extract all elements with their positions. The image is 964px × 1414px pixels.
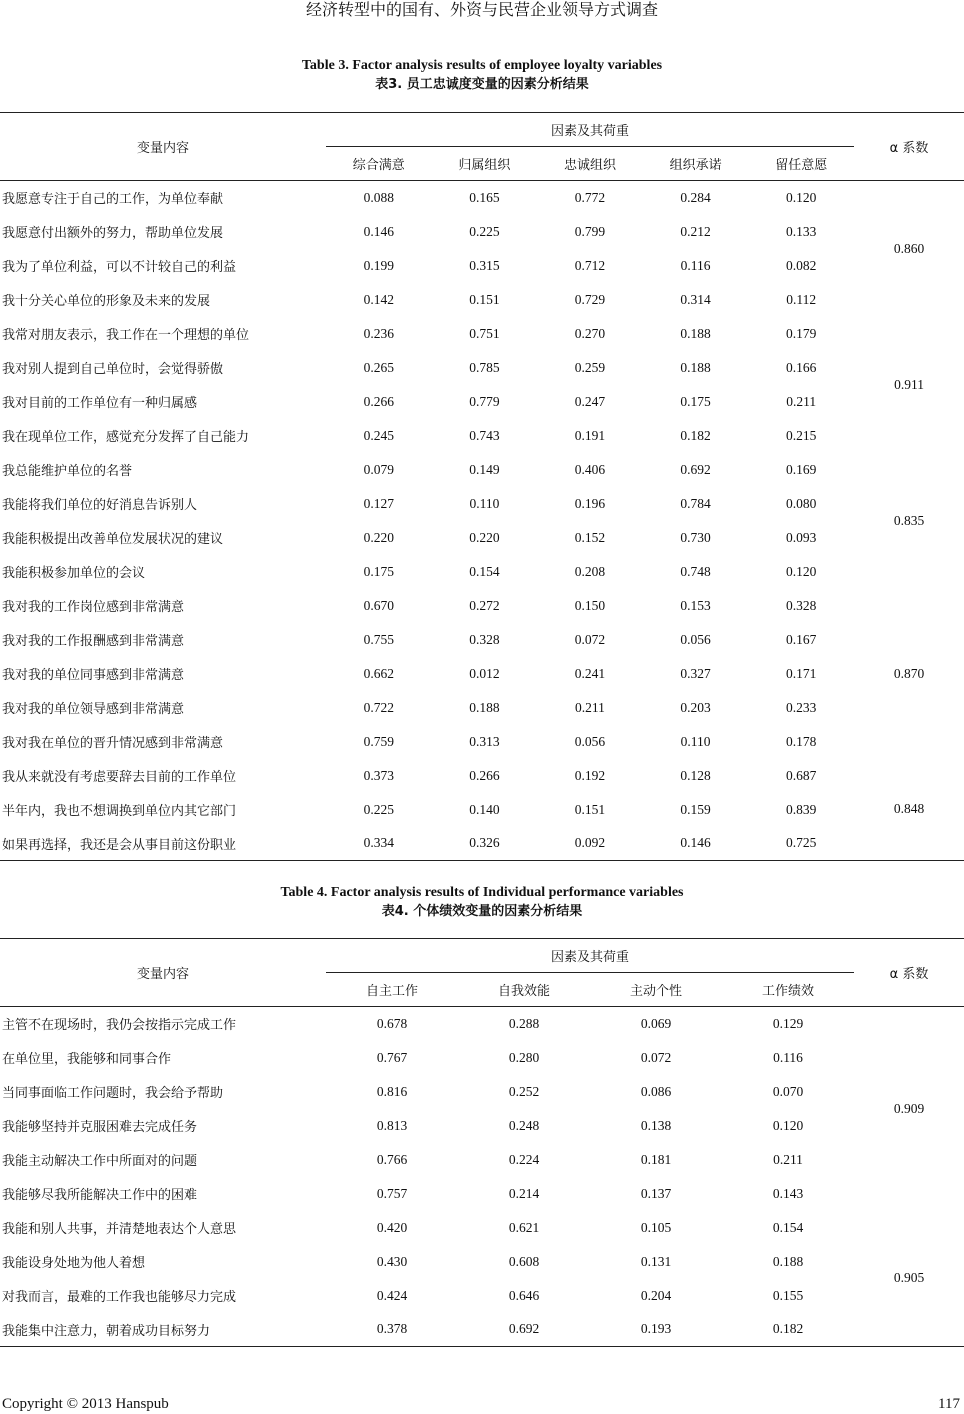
cell-loading: 0.730 [680,529,711,545]
cell-loading: 0.766 [376,1151,408,1167]
cell-loading: 0.785 [469,359,500,375]
cell-item: 我在现单位工作，感觉充分发挥了自己能力 [2,430,250,445]
cell-loading: 0.247 [574,393,606,409]
cell-loading: 0.191 [574,427,606,443]
cell-loading: 0.154 [469,563,500,579]
cell-loading: 0.712 [574,257,606,273]
cell-item: 我对我的单位同事感到非常满意 [2,668,185,683]
table-row [0,827,964,861]
cell-alpha: 0.835 [893,512,925,528]
cell-loading: 0.188 [680,325,711,341]
cell-loading: 0.621 [508,1219,540,1235]
cell-loading: 0.159 [680,801,711,817]
cell-loading: 0.424 [376,1287,408,1303]
cell-loading: 0.784 [680,495,711,511]
cell-loading: 0.248 [508,1117,540,1133]
cell-loading: 0.662 [363,665,394,681]
cell-item: 对我而言，最难的工作我也能够尽力完成 [2,1290,237,1305]
cell-loading: 0.080 [786,495,817,511]
cell-loading: 0.116 [680,257,711,273]
cell-loading: 0.406 [574,461,606,477]
cell-loading: 0.420 [376,1219,408,1235]
column-header-factor-group: 因素及其荷重 [326,939,854,973]
cell-loading: 0.192 [574,767,606,783]
cell-loading: 0.328 [469,631,500,647]
table-row [0,589,964,623]
cell-loading: 0.154 [772,1219,804,1235]
cell-loading: 0.670 [363,597,394,613]
cell-loading: 0.288 [508,1015,540,1031]
cell-loading: 0.272 [469,597,500,613]
table3-caption-en: Table 3. Factor analysis results of employee loyalty variables [301,58,663,73]
cell-item: 如果再选择，我还是会从事目前这份职业 [0,827,326,861]
header-row [0,939,964,973]
cell-loading: 0.082 [786,257,817,273]
column-header-item: 变量内容 [0,939,326,1007]
cell-alpha: 0.870 [893,665,925,681]
cell-loading: 0.056 [574,733,606,749]
cell-loading: 0.729 [574,291,606,307]
cell-loading: 0.334 [326,827,432,861]
cell-loading: 0.167 [786,631,817,647]
cell-loading: 0.378 [326,1313,458,1347]
cell-item: 我能够尽我所能解决工作中的困难 [2,1188,198,1203]
cell-loading: 0.743 [469,427,500,443]
cell-loading: 0.151 [574,801,606,817]
cell-loading: 0.692 [680,461,711,477]
cell-loading: 0.093 [786,529,817,545]
table-row [0,759,964,793]
cell-loading: 0.105 [640,1219,672,1235]
table-row [0,1177,964,1211]
cell-loading: 0.069 [640,1015,672,1031]
table-row [0,793,964,827]
cell-loading: 0.755 [363,631,394,647]
cell-loading: 0.112 [786,291,817,307]
cell-item: 我能主动解决工作中所面对的问题 [2,1154,198,1169]
cell-loading: 0.839 [786,801,817,817]
cell-item: 我常对朋友表示，我工作在一个理想的单位 [2,328,250,343]
cell-loading: 0.430 [376,1253,408,1269]
cell-loading: 0.150 [574,597,606,613]
cell-item: 我能设身处地为他人着想 [2,1256,146,1271]
cell-loading: 0.116 [773,1049,803,1065]
cell-loading: 0.199 [363,257,394,273]
cell-loading: 0.182 [722,1313,854,1347]
cell-loading: 0.211 [786,393,817,409]
cell-loading: 0.608 [508,1253,540,1269]
table-row [0,521,964,555]
cell-loading: 0.092 [537,827,643,861]
cell-loading: 0.225 [469,223,500,239]
table4-caption-zh: 表4. 个体绩效变量的因素分析结果 [381,904,583,919]
cell-loading: 0.259 [574,359,606,375]
cell-loading: 0.270 [574,325,606,341]
cell-loading: 0.072 [574,631,606,647]
cell-loading: 0.314 [680,291,711,307]
table-row [0,351,964,385]
cell-loading: 0.266 [469,767,500,783]
cell-loading: 0.140 [469,801,500,817]
cell-loading: 0.171 [786,665,817,681]
column-header-factor-group: 因素及其荷重 [326,113,854,147]
table-row [0,487,964,521]
column-header-alpha: α 系数 [854,113,964,181]
cell-loading: 0.265 [363,359,394,375]
cell-loading: 0.722 [363,699,394,715]
cell-loading: 0.678 [376,1015,408,1031]
cell-alpha: 0.905 [854,1211,964,1347]
cell-loading: 0.767 [376,1049,408,1065]
table3-caption-zh: 表3. 员工忠诚度变量的因素分析结果 [375,77,589,92]
cell-loading: 0.120 [786,189,817,205]
cell-loading: 0.220 [469,529,500,545]
cell-loading: 0.204 [640,1287,672,1303]
table-row [0,317,964,351]
column-header-factor: 自主工作 [326,973,458,1007]
cell-loading: 0.110 [469,495,500,511]
running-head: 经济转型中的国有、外资与民营企业领导方式调查 [305,0,658,19]
cell-loading: 0.196 [574,495,606,511]
cell-loading: 0.188 [680,359,711,375]
cell-loading: 0.056 [680,631,711,647]
cell-loading: 0.072 [640,1049,672,1065]
table-row [0,1313,964,1347]
table-row [0,623,964,657]
cell-loading: 0.165 [469,189,500,205]
cell-loading: 0.142 [363,291,394,307]
cell-loading: 0.079 [363,461,394,477]
cell-loading: 0.169 [786,461,817,477]
cell-loading: 0.224 [508,1151,540,1167]
table-row [0,657,964,691]
cell-loading: 0.326 [432,827,538,861]
cell-loading: 0.151 [469,291,500,307]
cell-loading: 0.813 [376,1117,408,1133]
cell-loading: 0.120 [772,1117,804,1133]
cell-loading: 0.166 [786,359,817,375]
cell-loading: 0.120 [786,563,817,579]
cell-alpha: 0.848 [854,759,964,861]
cell-loading: 0.129 [772,1015,804,1031]
cell-loading: 0.215 [786,427,817,443]
table4 [0,938,964,1347]
cell-item: 我十分关心单位的形象及未来的发展 [2,294,211,309]
cell-loading: 0.266 [363,393,394,409]
cell-alpha: 0.860 [893,240,925,256]
cell-item: 我愿意付出额外的努力，帮助单位发展 [2,226,224,241]
cell-loading: 0.252 [508,1083,540,1099]
cell-loading: 0.155 [772,1287,804,1303]
column-header-factor: 归属组织 [432,147,538,181]
cell-loading: 0.751 [469,325,500,341]
cell-loading: 0.816 [376,1083,408,1099]
cell-loading: 0.193 [590,1313,722,1347]
cell-loading: 0.315 [469,257,500,273]
cell-loading: 0.241 [574,665,606,681]
cell-loading: 0.086 [640,1083,672,1099]
table-row [0,1041,964,1075]
cell-loading: 0.088 [363,189,394,205]
cell-loading: 0.203 [680,699,711,715]
cell-loading: 0.149 [469,461,500,477]
cell-item: 我从来就没有考虑要辞去目前的工作单位 [2,770,237,785]
cell-loading: 0.748 [680,563,711,579]
column-header-factor: 综合满意 [326,147,432,181]
table-row [0,1211,964,1245]
cell-item: 主管不在现场时，我仍会按指示完成工作 [2,1018,237,1034]
table-row [0,555,964,589]
cell-loading: 0.175 [363,563,394,579]
cell-loading: 0.070 [772,1083,804,1099]
cell-loading: 0.143 [772,1185,804,1201]
cell-loading: 0.280 [508,1049,540,1065]
cell-loading: 0.131 [640,1253,672,1269]
cell-loading: 0.236 [363,325,394,341]
cell-item: 半年内，我也不想调换到单位内其它部门 [2,804,237,819]
cell-loading: 0.175 [680,393,711,409]
cell-item: 我能和别人共事，并清楚地表达个人意思 [2,1222,237,1237]
cell-loading: 0.208 [574,563,606,579]
cell-loading: 0.211 [575,699,605,715]
cell-loading: 0.153 [680,597,711,613]
cell-loading: 0.725 [748,827,854,861]
cell-loading: 0.128 [680,767,711,783]
table-row [0,181,964,215]
column-header-factor: 主动个性 [590,973,722,1007]
cell-loading: 0.799 [574,223,606,239]
footer-page-number: 117 [938,1396,960,1412]
cell-item: 我能积极提出改善单位发展状况的建议 [2,532,224,547]
cell-loading: 0.137 [640,1185,672,1201]
cell-item: 在单位里，我能够和同事合作 [2,1052,172,1067]
table-row [0,419,964,453]
column-header-alpha: α 系数 [854,939,964,1007]
cell-loading: 0.179 [786,325,817,341]
cell-loading: 0.012 [469,665,500,681]
cell-loading: 0.178 [786,733,817,749]
cell-loading: 0.692 [458,1313,590,1347]
cell-loading: 0.182 [680,427,711,443]
column-header-factor: 工作绩效 [722,973,854,1007]
cell-item: 当同事面临工作问题时，我会给予帮助 [2,1086,224,1101]
table-row [0,725,964,759]
cell-item: 我对我的工作岗位感到非常满意 [2,600,185,615]
cell-item: 我能够坚持并克服困难去完成任务 [2,1120,198,1135]
cell-item: 我能将我们单位的好消息告诉别人 [2,498,198,513]
table-row [0,283,964,317]
table-row [0,691,964,725]
cell-loading: 0.133 [786,223,817,239]
cell-item: 我对我在单位的晋升情况感到非常满意 [2,736,224,751]
footer-copyright: Copyright © 2013 Hanspub [2,1396,169,1412]
table-row [0,215,964,249]
cell-item: 我对我的工作报酬感到非常满意 [2,634,185,649]
table-row [0,1007,964,1041]
cell-loading: 0.328 [786,597,817,613]
cell-loading: 0.138 [640,1117,672,1133]
column-header-factor: 留任意愿 [748,147,854,181]
table-row [0,249,964,283]
cell-loading: 0.110 [680,733,711,749]
cell-loading: 0.152 [574,529,606,545]
cell-item: 我愿意专注于自己的工作，为单位奉献 [2,192,224,208]
cell-loading: 0.127 [363,495,394,511]
cell-item: 我总能维护单位的名誉 [2,464,133,479]
cell-loading: 0.313 [469,733,500,749]
cell-loading: 0.757 [376,1185,408,1201]
cell-loading: 0.245 [363,427,394,443]
cell-item: 我能集中注意力，朝着成功目标努力 [0,1313,326,1347]
cell-loading: 0.759 [363,733,394,749]
table-row [0,1109,964,1143]
cell-item: 我对别人提到自己单位时，会觉得骄傲 [2,362,224,377]
cell-loading: 0.188 [772,1253,804,1269]
cell-loading: 0.146 [363,223,394,239]
cell-loading: 0.284 [680,189,711,205]
cell-alpha: 0.909 [893,1100,925,1116]
table-row [0,1279,964,1313]
cell-loading: 0.646 [508,1287,540,1303]
table4-caption-en: Table 4. Factor analysis results of Individual performance variables [280,885,684,900]
cell-item: 我能积极参加单位的会议 [2,566,146,581]
cell-loading: 0.146 [643,827,749,861]
table-row [0,1143,964,1177]
table-row [0,1245,964,1279]
cell-loading: 0.779 [469,393,500,409]
table3 [0,112,964,861]
cell-loading: 0.181 [640,1151,672,1167]
cell-item: 我对我的单位领导感到非常满意 [2,702,185,717]
cell-loading: 0.212 [680,223,711,239]
cell-loading: 0.373 [363,767,394,783]
cell-item: 我对目前的工作单位有一种归属感 [2,396,198,411]
cell-loading: 0.211 [773,1151,803,1167]
cell-loading: 0.220 [363,529,394,545]
cell-loading: 0.225 [363,801,394,817]
cell-loading: 0.188 [469,699,500,715]
cell-alpha: 0.911 [894,376,924,392]
column-header-factor: 忠诚组织 [537,147,643,181]
cell-item: 我为了单位利益，可以不计较自己的利益 [2,260,237,275]
cell-loading: 0.214 [508,1185,540,1201]
column-header-factor: 自我效能 [458,973,590,1007]
column-header-item: 变量内容 [0,113,326,181]
header-row [0,113,964,147]
cell-loading: 0.687 [786,767,817,783]
cell-loading: 0.233 [786,699,817,715]
cell-loading: 0.327 [680,665,711,681]
column-header-factor: 组织承诺 [643,147,749,181]
table-row [0,453,964,487]
table-row [0,385,964,419]
cell-loading: 0.772 [574,189,606,205]
table-row [0,1075,964,1109]
